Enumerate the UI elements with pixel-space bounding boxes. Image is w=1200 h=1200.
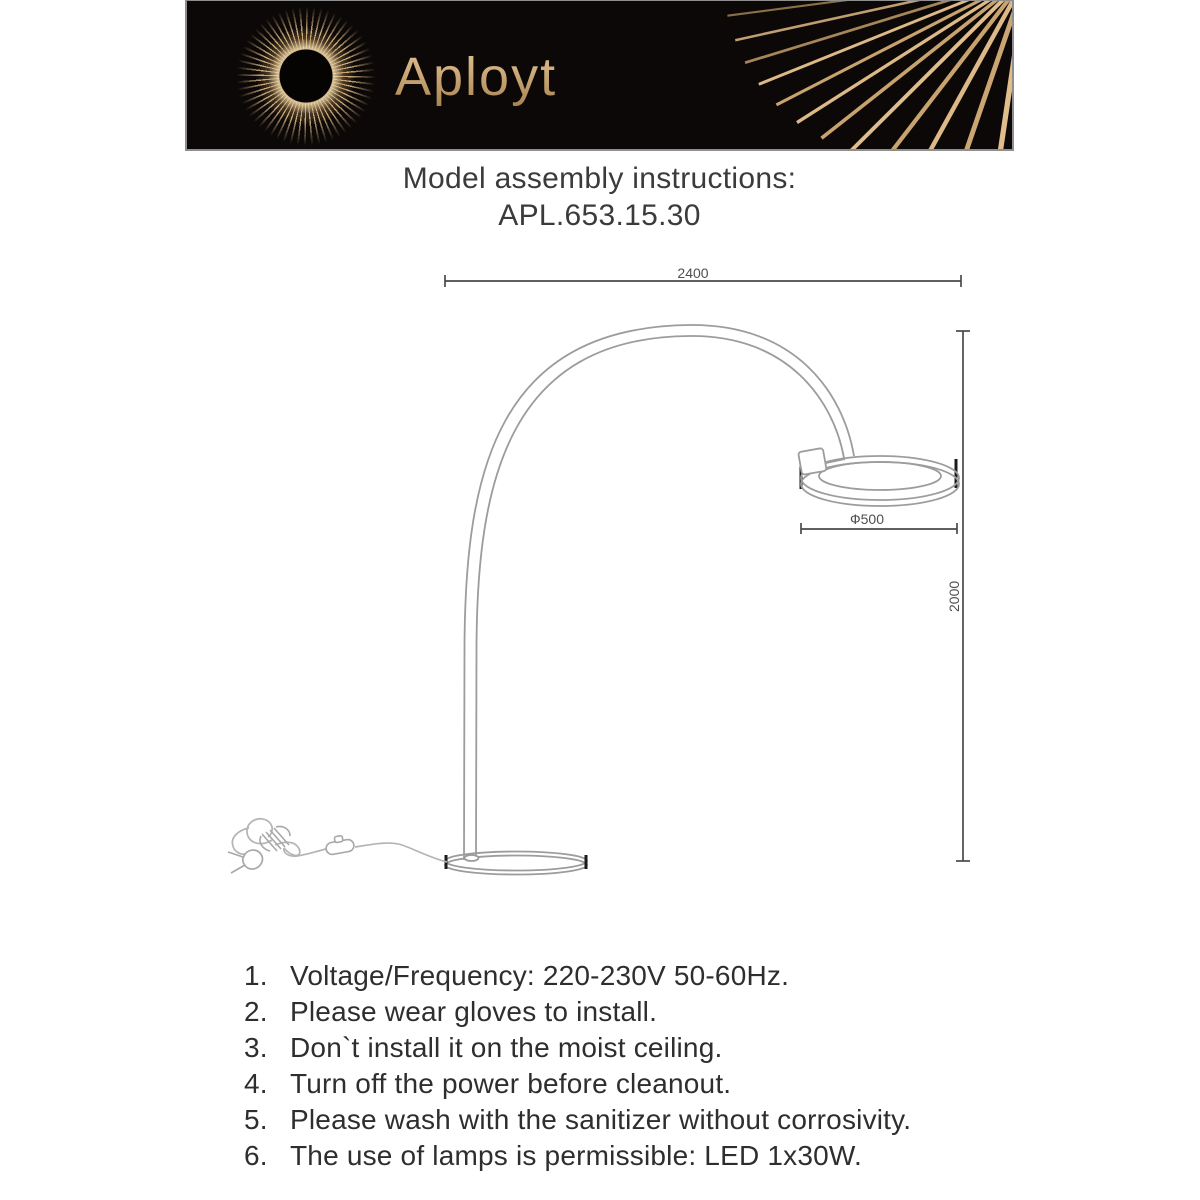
title-line2: APL.653.15.30 — [498, 199, 701, 232]
lamp-base — [445, 852, 587, 875]
brand-wordmark: Aployt — [395, 47, 558, 107]
instruction-number: 6. — [244, 1140, 268, 1171]
base-ticks — [446, 855, 586, 869]
instruction-number: 4. — [244, 1068, 268, 1099]
instruction-item — [244, 1102, 911, 1137]
instruction-number: 1. — [244, 960, 268, 991]
instruction-item — [244, 1066, 911, 1101]
instruction-text: Voltage/Frequency: 220-230V 50-60Hz. — [290, 960, 790, 991]
instruction-text: Please wear gloves to install. — [290, 996, 658, 1027]
dim-shade — [801, 523, 957, 534]
cord-coil — [260, 826, 290, 851]
dim-shade-extension-ticks — [801, 459, 956, 489]
dim-height-label: 2000 — [946, 580, 962, 612]
lamp-arc — [464, 325, 854, 860]
instruction-item — [244, 994, 911, 1029]
lamp-shade — [798, 448, 959, 506]
instruction-number: 3. — [244, 1032, 268, 1063]
instruction-item — [244, 958, 911, 993]
dim-width — [445, 275, 961, 287]
corner-rays-icon — [187, 1, 1012, 149]
instruction-text: The use of lamps is permissible: LED 1x30W. — [290, 1140, 862, 1171]
instruction-number: 5. — [244, 1104, 268, 1135]
dim-width-label: 2400 — [677, 265, 709, 281]
instruction-number: 2. — [244, 996, 268, 1027]
title-line1: Model assembly instructions: — [402, 162, 797, 195]
dim-height — [956, 331, 970, 861]
title-block — [185, 160, 1014, 234]
power-cord — [232, 819, 447, 862]
brand-banner — [185, 0, 1014, 151]
instruction-text: Please wash with the sanitizer without corrosivity. — [290, 1104, 912, 1135]
inline-switch — [324, 834, 355, 856]
instructions-list — [244, 958, 911, 1174]
instruction-item — [244, 1030, 911, 1065]
instruction-text: Don`t install it on the moist ceiling. — [290, 1032, 723, 1063]
dim-shade-label: Ф500 — [849, 511, 885, 527]
instruction-text: Turn off the power before cleanout. — [290, 1068, 732, 1099]
instruction-item — [244, 1138, 911, 1173]
power-plug — [228, 850, 262, 873]
